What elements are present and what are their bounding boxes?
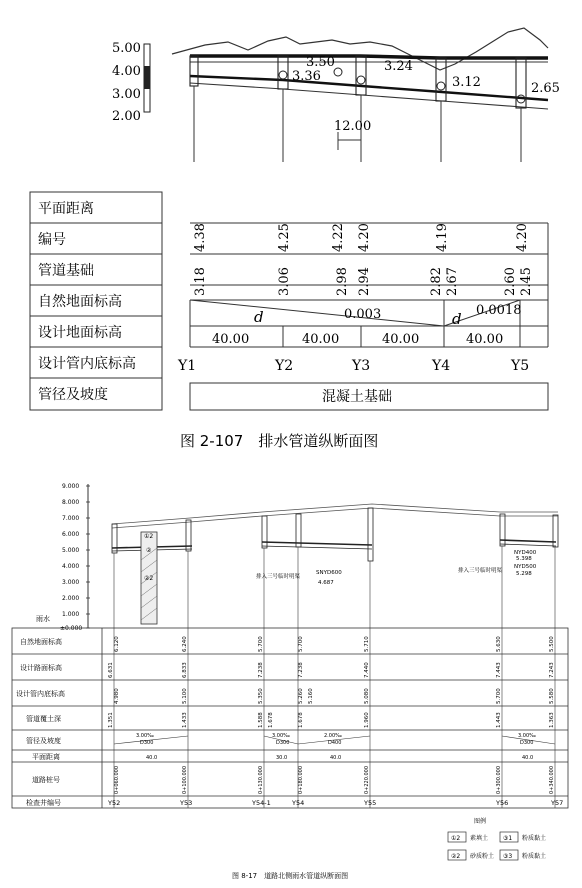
legend <box>448 817 546 860</box>
design-surface-value: 7.238 <box>298 662 304 678</box>
legend-value: 砂质粉土 <box>470 853 495 860</box>
station-value: 0+060.000 <box>114 765 120 794</box>
well-label: Y3 <box>352 358 371 374</box>
distance-value: 40.00 <box>212 332 250 347</box>
slope-diameter: D300 <box>520 740 534 746</box>
bottom-profile <box>12 483 568 880</box>
distance-value: 40.0 <box>522 755 534 761</box>
slope-value: 3.00‰ <box>272 733 290 739</box>
row-label: 管道基础 <box>38 263 94 279</box>
slope-value: 0.003 <box>344 307 382 322</box>
slope-diameter: D300 <box>140 740 154 746</box>
scale-label: 6.000 <box>62 531 80 538</box>
well-label: Y54-1 <box>252 799 271 807</box>
invert-value: 5.580 <box>549 688 555 704</box>
design-surface-value: 6.631 <box>108 662 114 678</box>
invert-value: 2.45 <box>519 267 534 296</box>
slope-value: 3.00‰ <box>518 733 536 739</box>
row-label: 自然地面标高 <box>20 638 62 646</box>
distance-value: 40.00 <box>382 332 420 347</box>
row-label: 编号 <box>38 232 66 248</box>
slope-symbol: d <box>254 308 264 326</box>
invert-value: 5.350 <box>258 688 264 704</box>
station-value: 0+300.000 <box>496 765 502 794</box>
ground-value: 4.20 <box>357 223 372 252</box>
legend-value: 粉质黏土 <box>522 835 547 842</box>
invert-value: 2.94 <box>357 267 372 296</box>
well-label: Y53 <box>180 799 193 807</box>
ground-value: 4.22 <box>331 223 346 252</box>
invert-value: 5.160 <box>308 688 314 704</box>
slope-diameter: D300 <box>276 740 290 746</box>
row-label: 设计路面标高 <box>20 664 62 672</box>
station-value: 0+180.000 <box>298 765 304 794</box>
design-surface-line <box>190 56 548 58</box>
invert-value: 3.18 <box>193 267 208 296</box>
distance-value: 40.0 <box>330 755 342 761</box>
well-label: Y2 <box>275 358 294 374</box>
legend-key: ①2 <box>451 835 461 842</box>
scale-label: 2.00 <box>112 109 141 124</box>
legend-value: 素填土 <box>470 835 489 842</box>
well-label: Y4 <box>432 358 451 374</box>
well-label: Y5 <box>511 358 530 374</box>
design-surface-value: 7.238 <box>258 662 264 678</box>
top-profile-table <box>30 192 548 410</box>
slope-value: 3.00‰ <box>136 733 154 739</box>
legend-title: 图例 <box>474 818 487 825</box>
soil-label: ②2 <box>144 575 154 582</box>
foundation-label: 混凝土基础 <box>322 389 392 405</box>
distance-value: 40.00 <box>466 332 504 347</box>
scale-label: ±0.000 <box>60 625 83 632</box>
natural-value: 6.120 <box>114 636 120 652</box>
row-label: 管径及坡度 <box>38 387 108 403</box>
slope-value: 2.00‰ <box>324 733 342 739</box>
natural-value: 6.240 <box>182 636 188 652</box>
discharge-note: 4.687 <box>318 580 334 586</box>
legend-key: ③1 <box>503 835 513 842</box>
discharge-note: NYD500 <box>514 564 537 570</box>
natural-value: 5.700 <box>258 636 264 652</box>
distance-value: 30.0 <box>276 755 288 761</box>
ground-value: 4.20 <box>515 223 530 252</box>
design-surface-value: 6.833 <box>182 662 188 678</box>
cover-value: 1.588 <box>258 712 264 728</box>
bottom-elevation-scale <box>36 483 90 632</box>
scale-label: 3.00 <box>112 87 141 102</box>
invert-value: 2.60 <box>503 267 518 296</box>
discharge-note: 5.398 <box>516 556 532 562</box>
ground-value: 4.25 <box>277 223 292 252</box>
well-label: Y57 <box>551 799 564 807</box>
distance-value: 40.00 <box>302 332 340 347</box>
legend-key: ③3 <box>503 853 513 860</box>
ground-line <box>172 28 548 70</box>
scale-label: 9.000 <box>62 483 80 490</box>
top-profile <box>30 28 560 450</box>
slope-diameter: D400 <box>328 740 342 746</box>
row-label: 设计地面标高 <box>38 325 122 341</box>
scale-label: 1.000 <box>62 611 80 618</box>
well-label: Y56 <box>496 799 509 807</box>
design-surface-value: 7.443 <box>496 662 502 678</box>
slope-value: 0.0018 <box>476 303 522 318</box>
scale-label: 8.000 <box>62 499 80 506</box>
discharge-note: SNYD600 <box>316 570 342 576</box>
row-label: 平面距离 <box>32 753 60 761</box>
scale-label: 5.000 <box>62 547 80 554</box>
invert-value: 5.260 <box>298 688 304 704</box>
invert-value: 2.67 <box>445 267 460 296</box>
row-label: 检查井编号 <box>26 799 61 807</box>
invert-value: 5.080 <box>364 688 370 704</box>
well-label: Y54 <box>292 799 305 807</box>
scale-label: 7.000 <box>62 515 80 522</box>
cover-value: 1.678 <box>298 712 304 728</box>
well-label: Y55 <box>364 799 377 807</box>
row-label: 管径及坡度 <box>26 737 61 745</box>
scale-label: 4.000 <box>62 563 80 570</box>
well-label: Y52 <box>108 799 121 807</box>
invert-value: 4.980 <box>114 688 120 704</box>
cover-value: 1.678 <box>268 712 274 728</box>
natural-value: 5.500 <box>549 636 555 652</box>
scale-title: 雨水 <box>36 615 50 623</box>
natural-value: 5.630 <box>496 636 502 652</box>
invert-value: 2.82 <box>429 267 444 296</box>
discharge-note: 5.298 <box>516 571 532 577</box>
soil-label: ①2 <box>144 533 154 540</box>
row-label: 设计管内底标高 <box>38 356 136 372</box>
dimension-label: 12.00 <box>334 119 372 134</box>
legend-value: 粉质黏土 <box>522 853 547 860</box>
station-value: 0+340.000 <box>549 765 555 794</box>
scale-label: 2.000 <box>62 595 80 602</box>
cover-value: 1.363 <box>549 712 555 728</box>
scale-label: 4.00 <box>112 64 141 79</box>
ground-value: 4.38 <box>193 223 208 252</box>
legend-key: ②2 <box>451 853 461 860</box>
cover-value: 1.351 <box>108 712 114 728</box>
scale-label: 3.000 <box>62 579 80 586</box>
row-label: 道路桩号 <box>32 776 60 784</box>
design-surface-value: 7.243 <box>549 662 555 678</box>
invert-value: 5.700 <box>496 688 502 704</box>
invert-value: 5.100 <box>182 688 188 704</box>
design-surface-value: 7.440 <box>364 662 370 678</box>
station-value: 0+130.000 <box>258 765 264 794</box>
discharge-note: 排入三号临时明渠 <box>256 574 301 580</box>
cover-value: 1.960 <box>364 712 370 728</box>
row-label: 设计管内底标高 <box>16 690 65 698</box>
slope-symbol: d <box>452 310 462 328</box>
row-label: 自然地面标高 <box>38 294 122 310</box>
elev-label: 3.12 <box>452 75 481 90</box>
station-value: 0+100.000 <box>182 765 188 794</box>
cover-value: 1.443 <box>496 712 502 728</box>
natural-value: 5.700 <box>298 636 304 652</box>
ground-value: 4.19 <box>435 223 450 252</box>
row-label: 平面距离 <box>38 201 94 217</box>
top-caption: 图 2-107 排水管道纵断面图 <box>180 432 379 450</box>
scale-label: 5.00 <box>112 41 141 56</box>
pipe-top-line <box>190 76 548 100</box>
discharge-note: 排入三号临时明渠 <box>458 568 503 574</box>
invert-value: 2.98 <box>335 267 350 296</box>
distance-value: 40.0 <box>146 755 158 761</box>
elev-label: 3.24 <box>384 59 413 74</box>
soil-label: ② <box>146 547 152 554</box>
invert-value: 3.06 <box>277 267 292 296</box>
elev-label: 3.50 <box>306 55 335 70</box>
row-label: 管道覆土深 <box>26 715 61 723</box>
elev-label: 2.65 <box>531 81 560 96</box>
elev-label: 3.36 <box>292 69 321 84</box>
station-value: 0+220.000 <box>364 765 370 794</box>
bottom-caption: 图 8-17 道路北侧雨水管道纵断面图 <box>232 872 349 880</box>
natural-value: 5.710 <box>364 636 370 652</box>
discharge-note: NYD400 <box>514 550 537 556</box>
well-label: Y1 <box>178 358 197 374</box>
cover-value: 1.433 <box>182 712 188 728</box>
top-elevation-scale <box>112 41 150 124</box>
